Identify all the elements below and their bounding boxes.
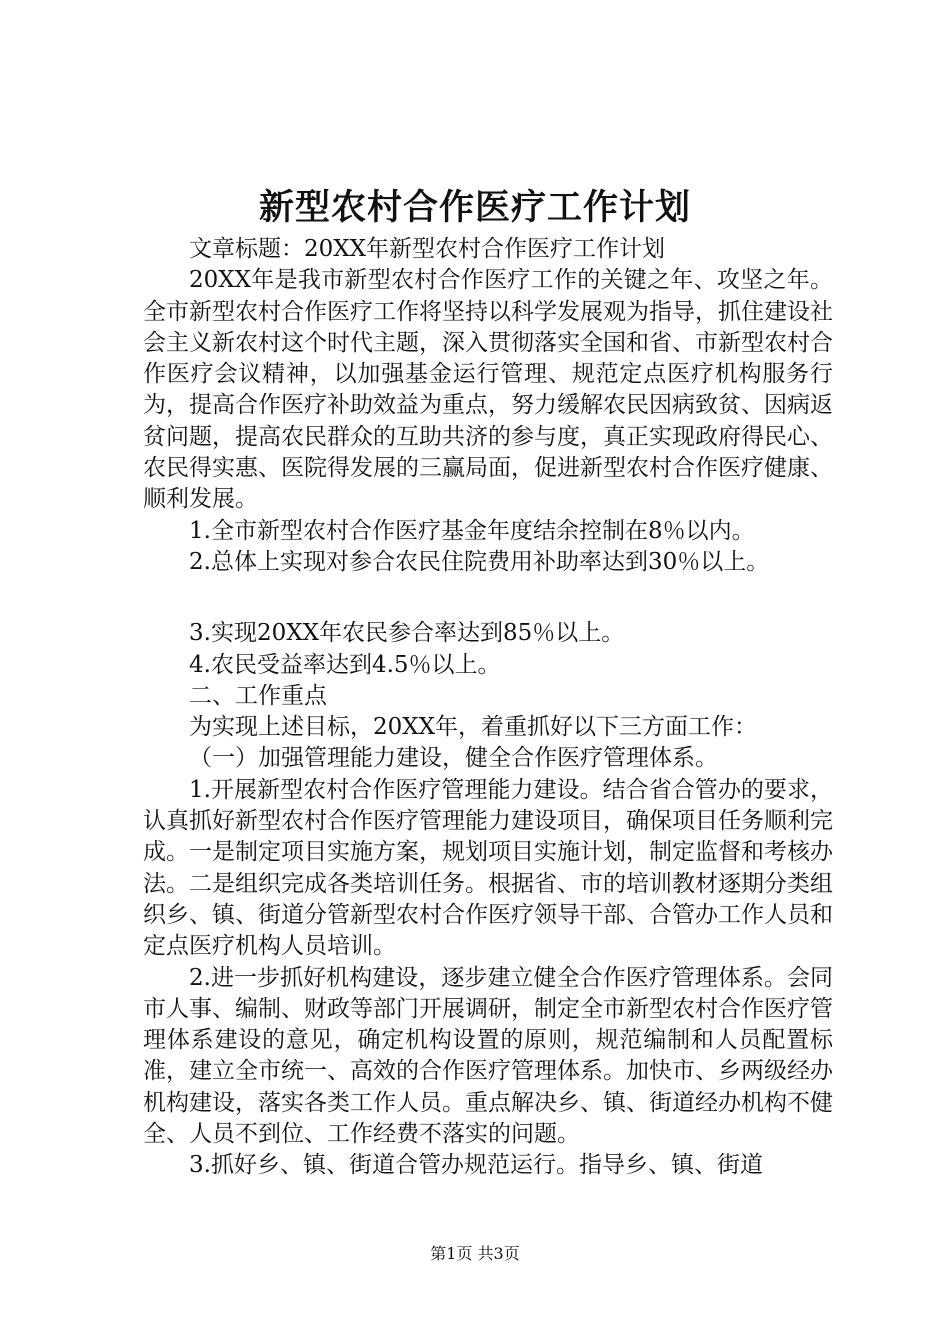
document-body [143, 234, 833, 1182]
goal-item-4: 4.农民受益率达到4.5％以上。 [189, 651, 501, 678]
page-footer: 第1页 共3页 [430, 1244, 520, 1263]
document-title: 新型农村合作医疗工作计划 [258, 187, 691, 228]
goal-item-3: 3.实现20XX年农民参合率达到85％以上。 [189, 620, 625, 647]
goal-item-1: 1.全市新型农村合作医疗基金年度结余控制在8％以内。 [189, 517, 755, 544]
work-item-3: 3.抓好乡、镇、街道合管办规范运行。指导乡、镇、街道 [189, 1152, 763, 1179]
article-title-line: 文章标题：20XX年新型农村合作医疗工作计划 [189, 236, 666, 262]
work-item-1: 1.开展新型农村合作医疗管理能力建设。结合省合管办的要求，认真抓好新型农村合作医疗管理能力建设项目，确保项目任务顺利完成。一是制定项目实施方案，规划项目实施计划，制定监督和考核办法。二是组织完成各类培训任务。根据省、市的培训教材逐期分类组织乡、镇、街道分管新型农村合作医疗领导干部、合管办工作人员和定点医疗机构人员培训。 [143, 776, 833, 960]
intro-paragraph: 20XX年是我市新型农村合作医疗工作的关键之年、攻坚之年。全市新型农村合作医疗工作将坚持以科学发展观为指导，抓住建设社会主义新农村这个时代主题，深入贯彻落实全国和省、市新型农村合作医疗会议精神，以加强基金运行管理、规范定点医疗机构服务行为，提高合作医疗补助效益为重点，努力缓解农民因病致贫、因病返贫问题，提高农民群众的互助共济的参与度，真正实现政府得民心、农民得实惠、医院得发展的三赢局面，促进新型农村合作医疗健康、顺利发展。 [143, 267, 833, 513]
section-intro: 为实现上述目标，20XX年，着重抓好以下三方面工作： [189, 714, 758, 741]
section-heading: 二、工作重点 [189, 682, 327, 709]
work-item-2: 2.进一步抓好机构建设，逐步建立健全合作医疗管理体系。会同市人事、编制、财政等部门开展调研，制定全市新型农村合作医疗管理体系建设的意见，确定机构设置的原则，规范编制和人员配置标准，建立全市统一、高效的合作医疗管理体系。加快市、乡两级经办机构建设，落实各类工作人员。重点解决乡、镇、街道经办机构不健全、人员不到位、工作经费不落实的问题。 [143, 964, 833, 1148]
subsection-heading: （一）加强管理能力建设，健全合作医疗管理体系。 [189, 745, 718, 772]
goal-item-2: 2.总体上实现对参合农民住院费用补助率达到30％以上。 [189, 548, 770, 575]
